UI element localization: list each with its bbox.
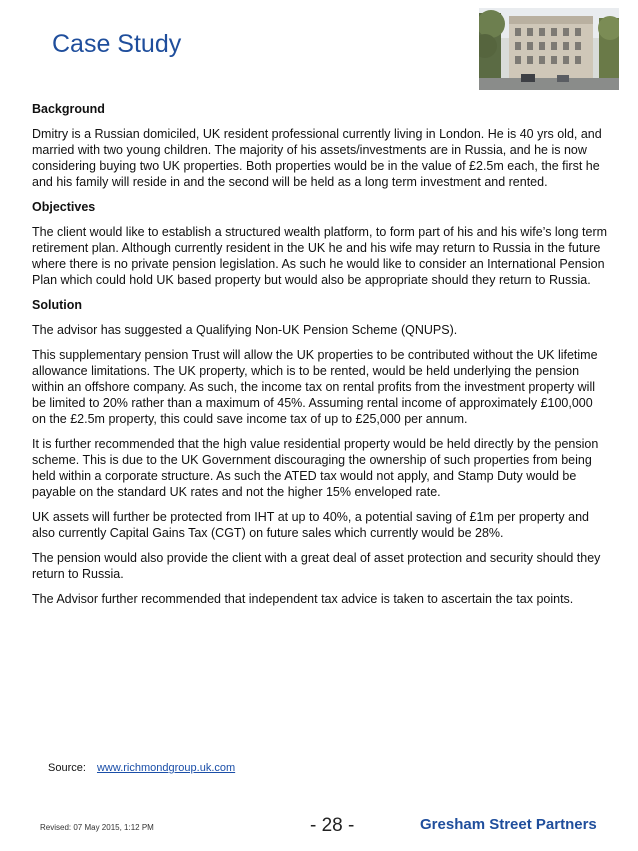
solution-paragraph-6: The Advisor further recommended that independent tax advice is taken to ascertain the tax points. — [32, 592, 574, 606]
source-label: Source: — [48, 762, 86, 774]
background-heading: Background — [32, 102, 105, 116]
objectives-paragraph: The client would like to establish a structured wealth platform, to form part of his and his wife’s long term retirement plan. Although currently resident in the UK he and his wife may return to Russia in the future where there is no private pension legislation. As such he would like to consider an International Pension Plan which could hold UK based property but would also be appropriate should they return to Russia. — [32, 225, 608, 287]
solution-paragraph-5: The pension would also provide the client with a great deal of asset protection and security should they return to Russia. — [32, 551, 601, 581]
solution-paragraph-1: The advisor has suggested a Qualifying Non-UK Pension Scheme (QNUPS). — [32, 323, 458, 337]
solution-paragraph-2: This supplementary pension Trust will allow the UK properties to be contributed without the UK lifetime allowance limitations. The UK property, which is to be rented, would be held underlying the pension within an offshore company. As such, the income tax on rental profits from the investment property will be limited to 20% rather than a maximum of 45%. Assuming rental income of approximately £100,000 on the £2.5m property, this could save income tax of up to £25,000 per annum. — [32, 348, 598, 426]
page-number: - 28 - — [310, 815, 355, 836]
firm-name: Gresham Street Partners — [420, 816, 597, 833]
background-paragraph: Dmitry is a Russian domiciled, UK resident professional currently living in London. He is 40 yrs old, and married with two young children. The majority of his assets/investments are in Russia, and he is now considering buying two UK properties. Both properties would be in the value of £2.5m each, the first he and his family will reside in and the second will be held as a long term investment and rented. — [32, 127, 602, 189]
source-line — [48, 762, 235, 774]
page-title: Case Study — [52, 30, 182, 58]
source-link[interactable]: www.richmondgroup.uk.com — [96, 762, 236, 774]
revision-date: Revised: 07 May 2015, 1:12 PM — [40, 823, 154, 832]
case-study-body — [32, 101, 610, 616]
solution-heading: Solution — [32, 298, 82, 312]
building-photo-icon — [479, 8, 619, 90]
solution-paragraph-4: UK assets will further be protected from IHT at up to 40%, a potential saving of £1m per property and also currently Capital Gains Tax (CGT) on future sales which currently would be 28%. — [32, 510, 590, 540]
solution-paragraph-3: It is further recommended that the high value residential property would be held directly by the pension scheme. This is due to the UK Government discouraging the ownership of such properties from being held within a corporate structure. As such the ATED tax would not apply, and Stamp Duty would be payable on the standard UK rates and not the higher 15% enveloped rate. — [32, 437, 599, 499]
objectives-heading: Objectives — [32, 200, 96, 214]
